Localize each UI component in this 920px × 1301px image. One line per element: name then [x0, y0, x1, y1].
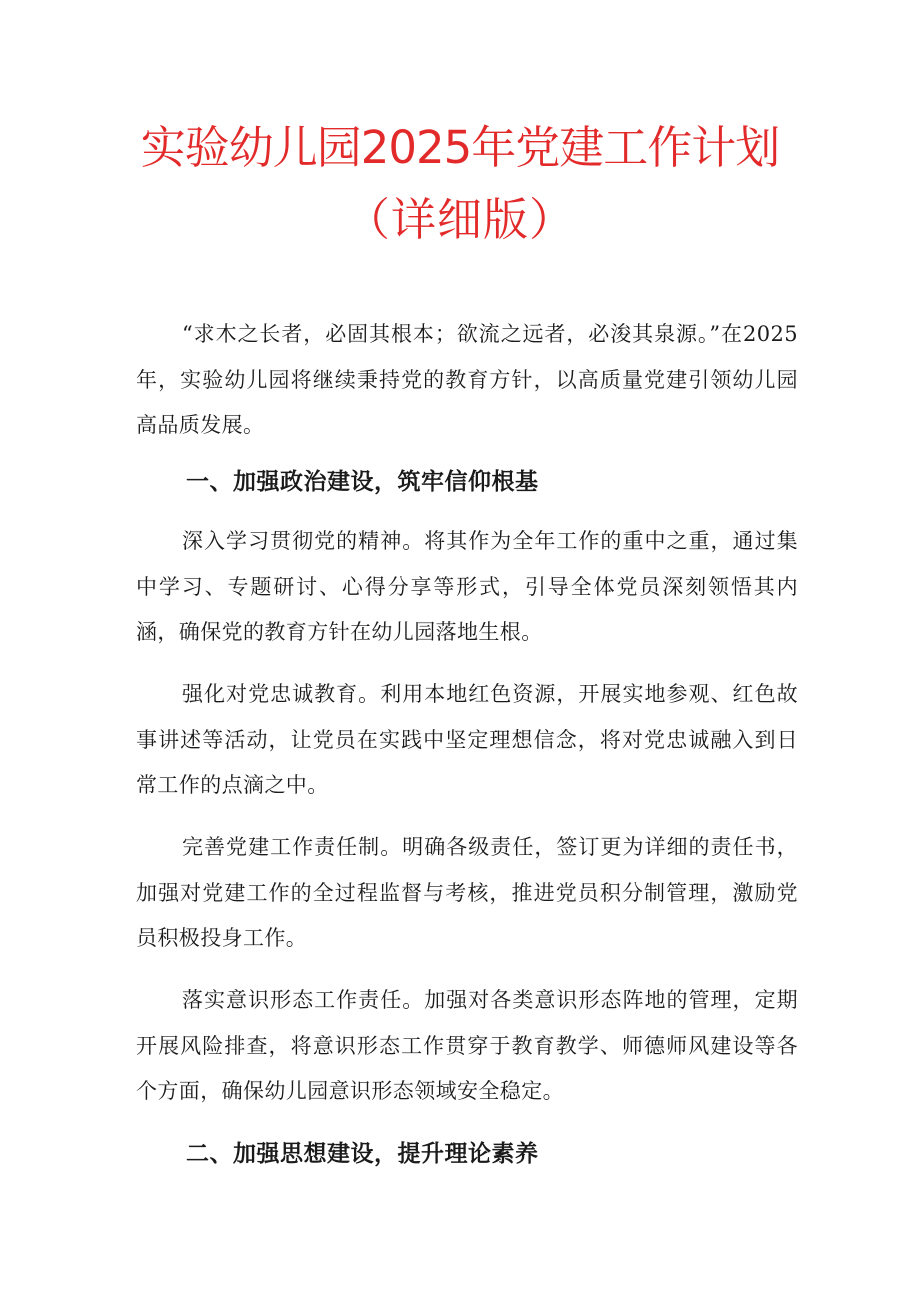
section-heading-2: 二、加强思想建设，提升理论素养	[186, 1140, 539, 1167]
document-subtitle: （详细版）	[344, 193, 575, 246]
paragraph-2: 强化对党忠诚教育。利用本地红色资源，开展实地参观、红色故事讲述等活动，让党员在实践中坚定理想信念，将对党忠诚融入到日常工作的点滴之中。	[136, 682, 798, 797]
document-title: 实验幼儿园2025年党建工作计划	[140, 121, 780, 174]
paragraph-4: 落实意识形态工作责任。加强对各类意识形态阵地的管理，定期开展风险排查，将意识形态工作贯穿于教育教学、师德师风建设等各个方面，确保幼儿园意识形态领域安全稳定。	[136, 988, 798, 1103]
intro-paragraph: “求木之长者，必固其根本；欲流之远者，必浚其泉源。”在2025年，实验幼儿园将继续秉持党的教育方针，以高质量党建引领幼儿园高品质发展。	[136, 322, 798, 437]
paragraph-3: 完善党建工作责任制。明确各级责任，签订更为详细的责任书，加强对党建工作的全过程监督与考核，推进党员积分制管理，激励党员积极投身工作。	[136, 835, 798, 950]
paragraph-1: 深入学习贯彻党的精神。将其作为全年工作的重中之重，通过集中学习、专题研讨、心得分享等形式，引导全体党员深刻领悟其内涵，确保党的教育方针在幼儿园落地生根。	[136, 529, 798, 644]
section-heading-1: 一、加强政治建设，筑牢信仰根基	[186, 468, 539, 495]
